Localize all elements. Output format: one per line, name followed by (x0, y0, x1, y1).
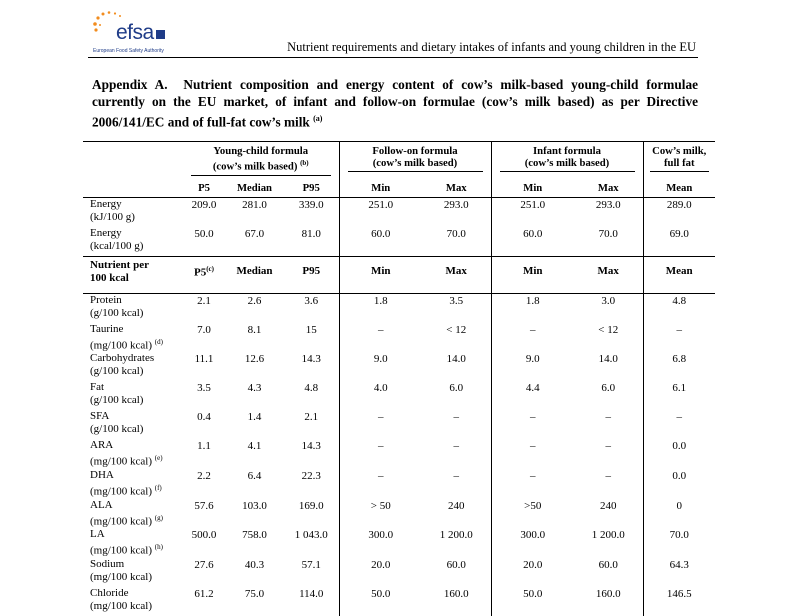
table-cell: 70.0 (422, 227, 491, 257)
row-label: SFA (g/100 kcal) (90, 410, 144, 436)
table-cell: 20.0 (339, 558, 422, 587)
table-row (83, 293, 715, 323)
nutrient-header-cell: Mean (643, 256, 715, 293)
subheader-min: Min (339, 178, 422, 198)
table-cell: – (339, 410, 422, 439)
table-row (83, 558, 715, 587)
table-cell: – (643, 410, 715, 439)
table-cell: 3.6 (304, 294, 319, 307)
table-cell: 4.3 (247, 382, 262, 395)
nutrient-header-cell: P95 (284, 256, 339, 293)
table-cell: 1 200.0 (439, 529, 473, 542)
table-cell: 160.0 (595, 587, 621, 600)
table-row (83, 352, 715, 381)
nutrient-header-cell: Min (339, 256, 422, 293)
row-label: Fat (g/100 kcal) (90, 381, 144, 407)
group-infant: Infant formula (cow’s milk based) (491, 142, 643, 178)
table-cell: 4.8 (643, 293, 715, 323)
table-cell: 114.0 (299, 587, 324, 600)
table-cell: 14.0 (446, 353, 466, 366)
table-cell: 2.6 (247, 294, 262, 307)
row-label: Chloride (mg/100 kcal) (90, 586, 153, 612)
subheader-max: Max (422, 178, 491, 198)
table-cell: 70.0 (574, 227, 643, 257)
table-cell: 6.8 (643, 352, 715, 381)
row-label: Energy (kJ/100 g) (90, 197, 135, 223)
table-cell: 289.0 (643, 197, 715, 227)
table-cell: – (339, 439, 422, 469)
table-cell: 300.0 (339, 528, 422, 558)
table-cell: – (605, 469, 611, 482)
row-label: Protein (g/100 kcal) (90, 293, 144, 319)
table-cell: 209.0 (191, 198, 217, 211)
table-row (83, 197, 715, 227)
table-cell: 758.0 (242, 529, 267, 542)
row-label: Energy (kcal/100 g) (83, 227, 183, 257)
table-cell: 81.0 (284, 227, 339, 257)
row-label: ARA (mg/100 kcal) $^{(e)}$ (90, 439, 163, 468)
subheader-mean: Mean (643, 178, 715, 198)
table-cell: 40.3 (244, 558, 265, 571)
table-row (83, 499, 715, 529)
table-row (83, 469, 715, 499)
table-cell: < 12 (598, 323, 619, 336)
table-cell: 3.5 (197, 382, 211, 395)
table-cell: – (491, 410, 574, 439)
row-label: Carbohydrates (g/100 kcal) (90, 352, 155, 378)
appendix-title: Appendix A. Nutrient composition and energy content of cow’s milk-based young-child formulae currently on the EU market, of infant and follow-on formulae (cow’s milk based) as per Directive 2006/141/EC and of full-fat cow’s milk $^{(a)}$ (92, 77, 698, 130)
table-cell: 70.0 (643, 528, 715, 558)
table-cell: 169.0 (298, 499, 324, 512)
table-cell: 2.2 (197, 469, 211, 482)
table-cell: 60.0 (339, 227, 422, 257)
table-row (83, 410, 715, 439)
table-cell: 0.0 (643, 439, 715, 469)
table-cell: 6.4 (247, 469, 262, 482)
table-row (83, 439, 715, 469)
row-label: ALA (mg/100 kcal) $^{(g)}$ (90, 498, 163, 528)
table-row (83, 227, 715, 257)
table-cell: 1.8 (339, 293, 422, 323)
table-cell: 14.3 (301, 440, 321, 453)
table-cell: 2.1 (304, 411, 319, 424)
table-cell: 9.0 (339, 352, 422, 381)
table-cell: 67.0 (225, 227, 284, 257)
table-cell: 69.0 (643, 227, 715, 257)
table-cell: 0 (643, 499, 715, 529)
table-cell: 57.1 (301, 558, 321, 571)
table-cell: 60.0 (446, 558, 466, 571)
table-cell: 500.0 (191, 529, 217, 542)
table-cell: – (643, 323, 715, 353)
nutrient-header-cell: Max (422, 256, 491, 293)
table-cell: 251.0 (491, 197, 574, 227)
table-cell: 27.6 (194, 558, 214, 571)
table-cell: 1.8 (491, 293, 574, 323)
table-cell: 293.0 (595, 198, 621, 211)
table-cell: 146.5 (643, 587, 715, 616)
table-cell: 50.0 (339, 587, 422, 616)
table-cell: 75.0 (244, 587, 265, 600)
table-row (83, 528, 715, 558)
nutrient-header-cell: Max (574, 256, 643, 293)
table-cell: 1 043.0 (294, 529, 328, 542)
table-cell: 300.0 (491, 528, 574, 558)
efsa-logo (90, 10, 190, 60)
table-cell: 20.0 (491, 558, 574, 587)
table-cell: – (339, 323, 422, 353)
table-cell: 12.6 (244, 353, 265, 366)
table-cell: < 12 (446, 323, 467, 336)
table-row (83, 381, 715, 410)
table-cell: 60.0 (598, 558, 618, 571)
row-label: Sodium (mg/100 kcal) (90, 557, 153, 583)
table-cell: 1 200.0 (591, 529, 625, 542)
group-follow-on: Follow-on formula (cow’s milk based) (339, 142, 491, 178)
table-cell: – (453, 440, 459, 453)
nutrient-header-row (83, 256, 715, 293)
header-rule (88, 57, 698, 58)
table-cell: 50.0 (491, 587, 574, 616)
table-cell: 160.0 (443, 587, 469, 600)
table-cell: 9.0 (491, 352, 574, 381)
table-cell: – (605, 411, 611, 424)
table-cell: 103.0 (242, 499, 267, 512)
row-label: LA (mg/100 kcal) $^{(h)}$ (90, 528, 163, 557)
table-cell: 4.0 (339, 381, 422, 410)
table-cell: 3.0 (601, 294, 616, 307)
subheader-max: Max (574, 178, 643, 198)
group-cows-milk: Cow’s milk, full fat (643, 142, 715, 178)
table-cell: 57.6 (194, 499, 214, 512)
subheader-median: Median (225, 178, 284, 198)
table-cell: 14.3 (301, 353, 321, 366)
logo-wordmark: efsa (116, 21, 165, 45)
table-cell: 1.4 (247, 411, 262, 424)
table-cell: 15 (305, 323, 317, 336)
row-label: Taurine (mg/100 kcal) $^{(d)}$ (90, 322, 163, 352)
table-cell: 293.0 (443, 198, 469, 211)
table-cell: 61.2 (194, 587, 214, 600)
footnote-a: (a) (313, 114, 323, 123)
table-cell: 8.1 (247, 323, 262, 336)
table-cell: 11.1 (194, 353, 214, 366)
nutrient-table (83, 141, 715, 616)
group-young-child: Young-child formula (cow’s milk based) $^{(b)}$ (183, 142, 339, 178)
nutrient-header-label: Nutrient per 100 kcal (83, 256, 183, 293)
logo-subtitle: European Food Safety Authority (93, 48, 164, 54)
table-cell: 251.0 (339, 197, 422, 227)
nutrient-header-p5: P5$^{(c)}$ (183, 256, 225, 293)
table-cell: > 50 (339, 499, 422, 529)
table-cell: 281.0 (242, 198, 267, 211)
row-label: DHA (mg/100 kcal) $^{(f)}$ (90, 468, 162, 498)
table-cell: – (491, 323, 574, 353)
table-cell: – (491, 469, 574, 499)
table-cell: >50 (491, 499, 574, 529)
table-cell: – (491, 439, 574, 469)
subheader-p95: P95 (284, 178, 339, 198)
table-row (83, 323, 715, 353)
table-row (83, 587, 715, 616)
nutrient-header-cell: Min (491, 256, 574, 293)
table-cell: 240 (448, 499, 465, 512)
subheader-min: Min (491, 178, 574, 198)
table-cell: – (605, 440, 611, 453)
table-cell: 6.1 (643, 381, 715, 410)
subheader-p5: P5 (183, 178, 225, 198)
table-cell: 4.1 (247, 440, 262, 453)
table-cell: 22.3 (301, 469, 321, 482)
table-cell: 6.0 (601, 382, 616, 395)
table-cell: 339.0 (298, 198, 324, 211)
table-cell: 6.0 (449, 382, 464, 395)
table-cell: 240 (600, 499, 617, 512)
table-cell: 0.4 (197, 411, 211, 424)
table-cell: – (339, 469, 422, 499)
table-cell: 4.4 (491, 381, 574, 410)
table-cell: 4.8 (304, 382, 319, 395)
table-cell: 1.1 (197, 440, 211, 453)
table-cell: – (453, 411, 459, 424)
table-cell: 64.3 (643, 558, 715, 587)
running-title: Nutrient requirements and dietary intakes of infants and young children in the EU (287, 40, 696, 54)
table-cell: 2.1 (197, 294, 211, 307)
table-cell: 3.5 (449, 294, 464, 307)
table-cell: – (453, 469, 459, 482)
table-cell: 14.0 (598, 353, 618, 366)
table-cell: 50.0 (183, 227, 225, 257)
table-cell: 7.0 (197, 323, 211, 336)
table-cell: 60.0 (491, 227, 574, 257)
table-cell: 0.0 (643, 469, 715, 499)
nutrient-header-cell: Median (225, 256, 284, 293)
